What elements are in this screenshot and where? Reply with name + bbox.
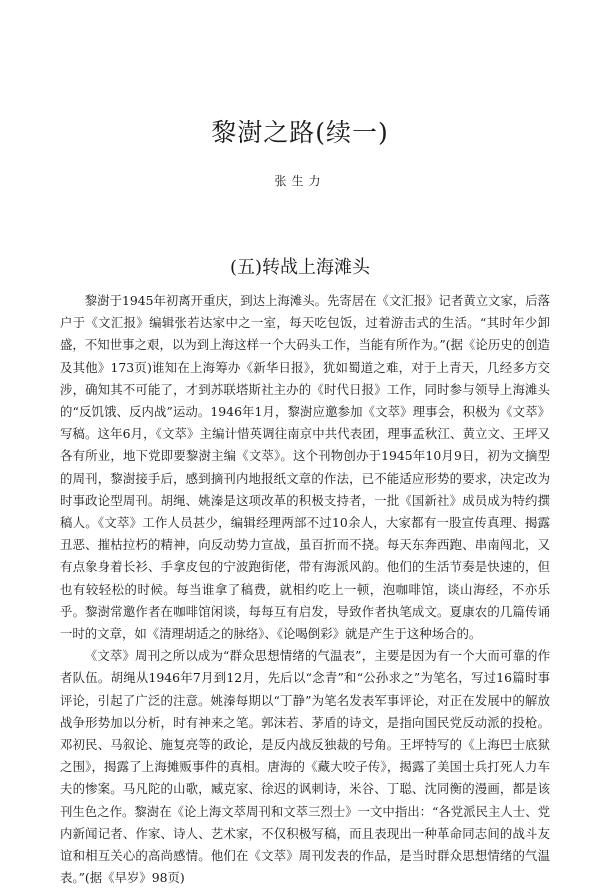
article-body	[60, 290, 550, 889]
article-title: 黎澍之路(续一)	[211, 118, 389, 147]
body-paragraph: 《文萃》周刊之所以成为“群众思想情绪的气温表”，主要是因为有一个大而可靠的作者队伍。胡绳从1946年7月到12月，先后以“念青”和“公孙求之”为笔名，写过16篇时事评论，引起了广泛的注意。姚溱每期以“丁静”为笔名发表军事评论，对正在发展中的解放战争形势加以分析，时有神来之笔。郭沫若、茅盾的诗文，是指向国民党反动派的投枪。邓初民、马叙论、施复亮等的政论，是反内战反独裁的号角。王坪特写的《上海巴士底狱之围》，揭露了上海摊贩事件的真相。唐海的《藏大咬子传》，揭露了美国士兵打死人力车夫的惨案。马凡陀的山歌，臧克家、徐迟的讽刺诗，米谷、丁聪、沈同衡的漫画，都是该刊生色之作。黎澍在《论上海文萃周刊和文萃三烈士》一文中指出：“各党派民主人士、党内新闻记者、作家、诗人、艺术家，不仅积极写稿，而且表现出一种革命同志间的战斗友谊和相互关心的高尚感情。他们在《文萃》周刊发表的作品，是当时群众思想情绪的气温表。”(据《早岁》98页)	[60, 648, 550, 886]
article-author: 张生力	[274, 174, 326, 188]
section-heading: (五)转战上海滩头	[229, 257, 371, 278]
body-paragraph: 黎澍于1945年初离开重庆，到达上海滩头。先寄居在《文汇报》记者黄立文家，后落户于《文汇报》编辑张若达家中之一室，每天吃包饭，过着游击式的生活。“其时年少卸盛，不知世事之艰，以为到上海这样一个大码头工作，当能有所作为。”(据《论历史的创造及其他》173页)谁知在上海筹办《新华日报》，犹如蜀道之难，对于上青天，几经多方交涉，确知其不可能了，才到苏联塔斯社主办的《时代日报》工作，同时参与领导上海滩头的“反饥饿、反内战”运动。1946年1月，黎澍应邀参加《文萃》理事会，积极为《文萃》写稿。这年6月，《文萃》主编计惜英调往南京中共代表团，理事孟秋江、黄立文、王坪又各有所业，地下党即要黎澍主编《文萃》。这个刊物创办于1945年10月9日，初为文摘型的周刊，黎澍接手后，感到摘刊内地报纸文章的作法，已不能适应形势的要求，决定改为时事政论型周刊。胡绳、姚溱是这项改革的积极支持者，一批《国新社》成员成为特约撰稿人。《文萃》工作人员甚少，编辑经理两部不过10余人，大家都有一股宣传真理、揭露丑恶、摧枯拉朽的精神，向反动势力宣战，虽百折而不挠。每天东奔西跑、串南闯北，又有点象身着长衫、手拿皮包的宁波跑街佬，带有海派风韵。他们的生活节奏是快速的，但也有较轻松的时候。每当谁拿了稿费，就相约吃上一顿，泡咖啡馆，谈山海经，不亦乐乎。黎澍常邀作者在咖啡馆闲谈，每每互有启发，导致作者执笔成文。夏康农的几篇传诵一时的文章，如《清理胡适之的脉络》、《论喝倒彩》就是产生于这种场合的。	[60, 293, 551, 642]
